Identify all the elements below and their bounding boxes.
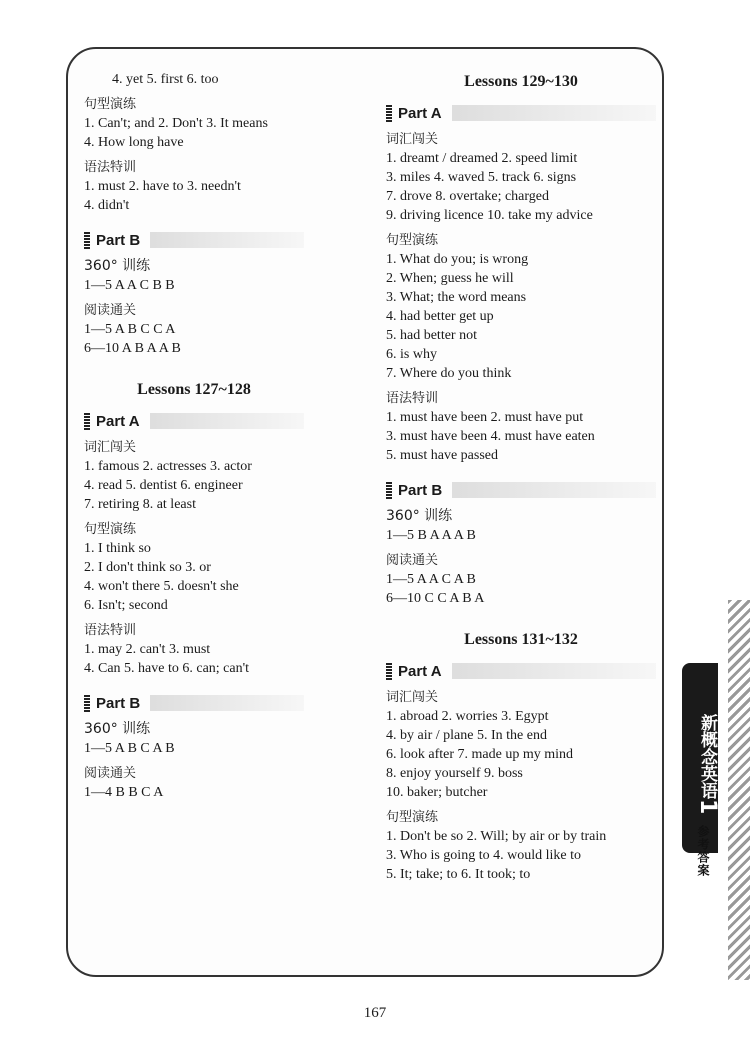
part-marker-icon <box>84 231 90 249</box>
answer-line: 1. dreamt / dreamed 2. speed limit <box>386 151 578 166</box>
answer-line: 4. by air / plane 5. In the end <box>386 728 547 743</box>
answer-line: 1. abroad 2. worries 3. Egypt <box>386 709 549 724</box>
answer-line: 1. Can't; and 2. Don't 3. It means <box>84 116 268 131</box>
answer-line: 6. is why <box>386 347 437 362</box>
answer-line: 10. baker; butcher <box>386 785 488 800</box>
section-heading: 词汇闯关 <box>386 132 439 147</box>
answer-line: 7. retiring 8. at least <box>84 497 196 512</box>
answer-line: 3. must have been 4. must have eaten <box>386 429 595 444</box>
section-heading: 阅读通关 <box>84 766 137 781</box>
answer-line: 3. Who is going to 4. would like to <box>386 848 581 863</box>
answer-line: 4. yet 5. first 6. too <box>112 72 219 87</box>
answer-line: 6—10 C C A B A <box>386 591 485 606</box>
part-marker-icon <box>386 104 392 122</box>
part-label: Part B <box>96 694 141 712</box>
part-a-heading <box>386 660 656 682</box>
answer-line: 7. drove 8. overtake; charged <box>386 189 550 204</box>
side-tab-number: 1 <box>695 798 720 815</box>
answer-line: 1—5 A B C A B <box>84 741 175 756</box>
left-column <box>84 70 304 802</box>
page-number: 167 <box>363 1005 387 1021</box>
lesson-title: Lessons 131~132 <box>464 631 578 648</box>
answer-line: 9. driving licence 10. take my advice <box>386 208 593 223</box>
answer-line: 1—5 A A C A B <box>386 572 476 587</box>
part-label: Part B <box>96 231 141 249</box>
section-heading: 词汇闯关 <box>386 690 439 705</box>
answer-line: 5. must have passed <box>386 448 498 463</box>
section-heading: 阅读通关 <box>386 553 439 568</box>
part-shade <box>150 695 304 711</box>
part-label: Part A <box>96 412 140 430</box>
part-b-heading <box>386 479 656 501</box>
part-shade <box>452 663 656 679</box>
answer-line: 4. How long have <box>84 135 184 150</box>
answer-line: 1—5 B A A A B <box>386 528 476 543</box>
part-label: Part B <box>398 481 443 499</box>
part-shade <box>150 413 304 429</box>
answer-line: 7. Where do you think <box>386 366 512 381</box>
section-heading: 词汇闯关 <box>84 440 137 455</box>
answer-line: 1—4 B B C A <box>84 785 164 800</box>
answer-line: 6. Isn't; second <box>84 598 168 613</box>
answer-line: 1. may 2. can't 3. must <box>84 642 211 657</box>
part-shade <box>452 105 656 121</box>
part-marker-icon <box>84 412 90 430</box>
section-heading: 360° 训练 <box>84 721 151 737</box>
section-heading: 360° 训练 <box>386 508 453 524</box>
section-heading: 阅读通关 <box>84 303 137 318</box>
answer-line: 1. famous 2. actresses 3. actor <box>84 459 252 474</box>
part-b-heading <box>84 229 304 251</box>
answer-line: 4. read 5. dentist 6. engineer <box>84 478 243 493</box>
answer-line: 3. miles 4. waved 5. track 6. signs <box>386 170 577 185</box>
answer-line: 1. What do you; is wrong <box>386 252 529 267</box>
answer-line: 6—10 A B A A B <box>84 341 181 356</box>
answer-line: 5. It; take; to 6. It took; to <box>386 867 531 882</box>
section-heading: 句型演练 <box>386 810 439 825</box>
edge-decoration <box>728 600 750 980</box>
answer-line: 2. I don't think so 3. or <box>84 560 211 575</box>
section-heading: 句型演练 <box>386 233 439 248</box>
section-heading: 句型演练 <box>84 97 137 112</box>
answer-line: 1. Don't be so 2. Will; by air or by train <box>386 829 607 844</box>
part-label: Part A <box>398 662 442 680</box>
side-tab-subtitle: 参考答案 <box>696 825 710 877</box>
answer-line: 1—5 A A C B B <box>84 278 175 293</box>
part-marker-icon <box>386 662 392 680</box>
part-a-heading <box>386 102 656 124</box>
answer-line: 1. must 2. have to 3. needn't <box>84 179 241 194</box>
answer-line: 4. didn't <box>84 198 130 213</box>
answer-line: 4. won't there 5. doesn't she <box>84 579 239 594</box>
part-marker-icon <box>386 481 392 499</box>
answer-line: 4. Can 5. have to 6. can; can't <box>84 661 250 676</box>
answer-line: 3. What; the word means <box>386 290 527 305</box>
part-b-heading <box>84 692 304 714</box>
lesson-title: Lessons 127~128 <box>137 381 251 398</box>
answer-line: 1. I think so <box>84 541 151 556</box>
right-column <box>386 70 656 884</box>
part-shade <box>452 482 656 498</box>
part-a-heading <box>84 410 304 432</box>
answer-line: 1. must have been 2. must have put <box>386 410 584 425</box>
section-heading: 360° 训练 <box>84 258 151 274</box>
part-marker-icon <box>84 694 90 712</box>
part-label: Part A <box>398 104 442 122</box>
section-heading: 语法特训 <box>386 391 439 406</box>
part-shade <box>150 232 304 248</box>
section-heading: 句型演练 <box>84 522 137 537</box>
answer-line: 4. had better get up <box>386 309 494 324</box>
lesson-title: Lessons 129~130 <box>464 73 578 90</box>
section-heading: 语法特训 <box>84 160 137 175</box>
answer-line: 8. enjoy yourself 9. boss <box>386 766 523 781</box>
answer-line: 5. had better not <box>386 328 477 343</box>
answer-line: 6. look after 7. made up my mind <box>386 747 574 762</box>
answer-line: 2. When; guess he will <box>386 271 514 286</box>
section-heading: 语法特训 <box>84 623 137 638</box>
side-tab-title: 新概念英语 <box>697 713 717 799</box>
answer-line: 1—5 A B C C A <box>84 322 176 337</box>
